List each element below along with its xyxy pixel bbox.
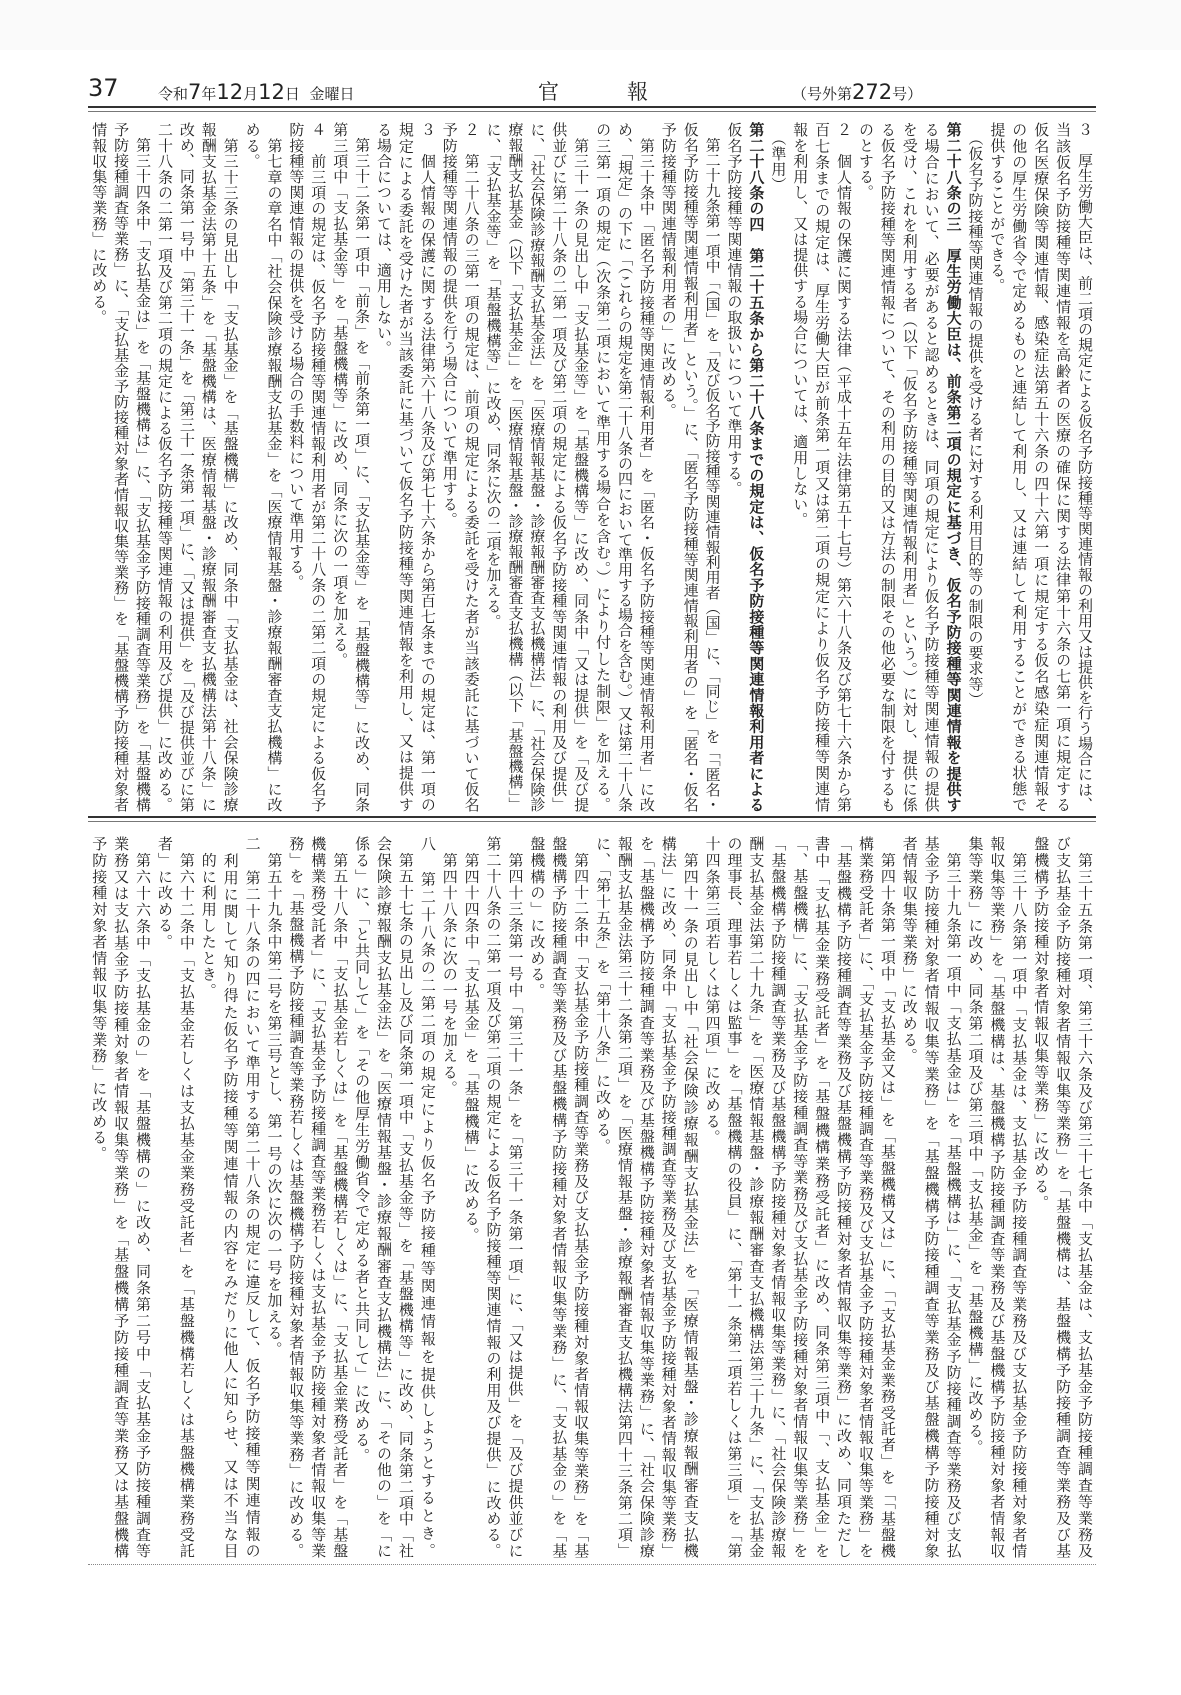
text-column: 第三項中「支払基金等」を「基盤機構等」に改め、同条に次の一項を加える。 — [331, 122, 350, 668]
text-column: の理事長、理事若しくは監事」を「基盤機構の役員」に、「第十一条第二項若しくは第三項」を「第 — [725, 836, 744, 1558]
text-column: ４ 前三項の規定は、仮名予防接種等関連情報利用者が第二十八条の二第二項の規定による仮名予 — [309, 122, 328, 812]
text-column: 療報酬支払基金（以下「支払基金」」を「医療情報基盤・診療報酬審査支払機構（以下「基盤機構」」 — [506, 122, 525, 812]
bottom-text-block — [87, 836, 1095, 1558]
text-column: 報酬支払基金法第十五条」を「基盤機構は、医療情報基盤・診療報酬審査支払機構法第十八条」に — [199, 122, 218, 812]
text-column: 盤機構予防接種調査等業務及び基盤機構予防接種対象者情報収集等業務」に、「支払基金の」を「基 — [550, 836, 569, 1558]
text-column: ３ 厚生労働大臣は、前二項の規定による仮名予防接種等関連情報の利用又は提供を行う場合には、 — [1076, 122, 1094, 812]
text-column: 「基盤機構予防接種調査等業務及び基盤機構予防接種対象者情報収集等業務」に改め、同項ただし — [835, 836, 854, 1558]
text-column: 報酬支払基金法第三十二条第二項」を「医療情報基盤・診療報酬審査支払機構法第四十三条第二項」 — [615, 836, 634, 1558]
month-suffix: 月 — [243, 85, 259, 103]
text-column: 第六十六条中「支払基金の」を「基盤機構の」に改め、同条第二号中「支払基金予防接種調査等 — [134, 836, 153, 1558]
text-column: ２ 第二十八条の三第一項の規定は、前項の規定による委託を受けた者が当該委託に基づいて仮名 — [462, 122, 481, 812]
text-column: 予防接種対象者情報収集等業務」に改める。 — [90, 836, 109, 1162]
text-column: 係る」に、「と共同して」を「その他厚生労働省令で定める者と共同して」に改める。 — [353, 836, 372, 1465]
text-column: 仮名予防接種等関連情報の取扱いについて準用する。 — [725, 122, 744, 497]
year: 7 — [188, 80, 202, 104]
text-column: 者情報収集等業務」に改める。 — [900, 836, 919, 1065]
month: 12 — [216, 80, 244, 104]
top-text-block — [87, 122, 1095, 812]
text-column: び支払基金予防接種対象者情報収集等業務」を「基盤機構は、基盤機構予防接種調査等業務及び基 — [1054, 836, 1073, 1558]
text-column: 二十八条の二第一項及び第二項の規定による仮名予防接種等関連情報の利用及び提供」に改める。 — [155, 122, 174, 812]
text-column: ２ 個人情報の保護に関する法律（平成十五年法律第五十七号）第六十八条及び第七十六条から第 — [835, 122, 854, 812]
text-column: 第四十三条第一号中「第三十一条」を「第三十一条第一項」に、「又は提供」を「及び提供並びに — [506, 836, 525, 1558]
text-column: 第三十三条の見出し中「支払基金」を「基盤機構」に改め、同条中「支払基金は、社会保険診療 — [221, 122, 240, 812]
text-column: 仮名予防接種等関連情報利用者」という。」に、「匿名予防接種等関連情報利用者の」を「匿名・仮名 — [681, 122, 700, 812]
text-column: 会保険診療報酬支払基金法」を「医療情報基盤・診療報酬審査支払機構法」に、「その他の」を「に — [375, 836, 393, 1558]
text-column: 集等業務」に改め、同条第二項及び第三項中「支払基金」を「基盤機構」に改める。 — [966, 836, 985, 1456]
text-column: 第二十八条の三 厚生労働大臣は、前条第二項の規定に基づき、仮名予防接種等関連情報を提供す — [944, 122, 963, 812]
text-column: 改め、同条第一号中「第三十一条」を「第三十一条第一項」に、「又は提供」を「及び提供並びに第 — [177, 122, 196, 812]
text-column: 第七章の章名中「社会保険診療報酬支払基金」を「医療情報基盤・診療報酬審査支払機構」に改 — [265, 122, 284, 812]
text-column: 第三十四条中「支払基金は」を「基盤機構は」に、「支払基金予防接種調査等業務」を「基盤機構 — [134, 122, 153, 812]
issue-prefix: （号外第 — [792, 85, 853, 103]
text-column: ３ 個人情報の保護に関する法律第六十八条及び第七十六条から第百七条までの規定は、第一項の — [418, 122, 437, 812]
text-column: 第三十条中「匿名予防接種等関連情報利用者」を「匿名・仮名予防接種等関連情報利用者」に改 — [637, 122, 656, 812]
text-column: る仮名予防接種等関連情報について、その利用の目的又は方法の制限その他必要な制限を付するも — [878, 122, 897, 812]
issue-number — [792, 80, 922, 104]
text-column: 第六十二条中「支払基金若しくは支払基金業務受託者」を「基盤機構若しくは基盤機構業務受託 — [177, 836, 196, 1558]
text-column: （仮名予防接種等関連情報の提供を受ける者に対する利用目的等の制限の要求等） — [966, 122, 985, 708]
text-column: （準用） — [769, 122, 788, 193]
text-column: 二 第二十八条の四において準用する第二十八条の規定に違反して、仮名予防接種等関連情報の — [243, 836, 262, 1558]
text-column: 提供することができる。 — [988, 122, 1007, 294]
issue-date — [158, 80, 354, 104]
text-column: る場合については、適用しない。 — [375, 122, 393, 356]
text-column: め、「規定」の下に「（これらの規定を第二十八条の四において準用する場合を含む。）又は第二十八条 — [615, 122, 634, 812]
text-column: 第二十八条の四 第二十五条から第二十八条までの規定は、仮名予防接種等関連情報利用者による — [747, 122, 766, 812]
text-column: 報を利用し、又は提供する場合については、適用しない。 — [791, 122, 810, 528]
text-column: に、「支払基金等」を「基盤機構等」に改め、同条に次の二項を加える。 — [484, 122, 503, 630]
text-column: 防接種等関連情報の提供を受ける場合の手数料について準用する。 — [287, 122, 306, 590]
text-column: の三第一項の規定（次条第二項において準用する場合を含む。）により付した制限」を加える。 — [594, 122, 613, 812]
text-column: 第五十七条の見出し及び同条第一項中「支払基金等」を「基盤機構等」に改め、同条第二項中「社 — [396, 836, 415, 1558]
text-column: 「基盤機構予防接種調査等業務及び基盤機構予防接種対象者情報収集等業務」に、「社会保険診療報 — [769, 836, 788, 1558]
text-column: 供並びに第二十八条の二第一項及び第二項の規定による仮名予防接種等関連情報の利用及び提供」 — [550, 122, 569, 812]
text-column: 務」を「基盤機構予防接種調査等業務若しくは基盤機構予防接種対象者情報収集等業務」に改める。 — [287, 836, 306, 1558]
text-column: 構法」に改め、同条中「支払基金予防接種調査等業務及び支払基金予防接種対象者情報収集等業務」 — [659, 836, 678, 1558]
text-column: 業務又は支払基金予防接種対象者情報収集等業務」を「基盤機構予防接種調査等業務又は基盤機構 — [112, 836, 131, 1558]
text-column: 第四十条第一項中「支払基金又は」を「基盤機構又は」に、「「支払基金業務受託者」を「「基盤機 — [878, 836, 897, 1558]
text-column: を受け、これを利用する者（以下「仮名予防接種等関連情報利用者」という。）に対し、提供に係 — [900, 122, 919, 812]
text-column: の他の厚生労働省令で定めるものと連結して利用し、又は連結して利用することができる状態で — [1010, 122, 1029, 812]
day: 12 — [258, 80, 285, 104]
page-number: 37 — [88, 74, 119, 102]
text-column: 第四十四条中「支払基金」を「基盤機構」に改める。 — [462, 836, 481, 1244]
issue-number-value: 272 — [852, 80, 893, 104]
text-column: 十四条第三項若しくは第四項」に改める。 — [703, 836, 722, 1146]
text-column: 第四十一条の見出し中「社会保険診療報酬支払基金法」を「医療情報基盤・診療報酬審査支払機 — [681, 836, 700, 1558]
text-column: 報収集等業務」を「基盤機構は、基盤機構予防接種調査等業務及び基盤機構予防接種対象者情報収 — [988, 836, 1007, 1558]
text-column: 酬支払基金法第二十九条」を「医療情報基盤・診療報酬審査支払機構法第三十九条」に、「支払基金 — [747, 836, 766, 1558]
section-divider — [88, 816, 1096, 822]
text-column: 第五十八条中「支払基金若しくは」を「基盤機構若しくは」に、「支払基金業務受託者」を「基盤 — [331, 836, 350, 1559]
text-column: 第二十八条の二第一項及び第二項の規定による仮名予防接種等関連情報の利用及び提供」に改める。 — [484, 836, 503, 1558]
text-column: 利用に関して知り得た仮名予防接種等関連情報の内容をみだりに他人に知らせ、又は不当な目 — [221, 836, 240, 1558]
text-column: 当該仮名予防接種等関連情報を高齢者の医療の確保に関する法律第十六条の七第一項に規定する — [1054, 122, 1073, 812]
text-column: 第二十九条第一項中「（国」を「及び仮名予防接種等関連情報利用者（国」に、「同じ」を「「匿名・ — [703, 122, 722, 812]
text-column: に、「第十五条」を「第十八条」に改める。 — [594, 836, 613, 1155]
footer-rule — [88, 1564, 1096, 1565]
header-rule — [88, 106, 1096, 112]
text-column: 第三十九条第一項中「支払基金は」を「基盤機構は」に、「支払基金予防接種調査等業務及び支払 — [944, 836, 963, 1559]
text-column: 規定による委託を受けた者が当該委託に基づいて仮名予防接種等関連情報を利用し、又は提供す — [396, 122, 415, 812]
text-column: 百七条までの規定は、厚生労働大臣が前条第一項又は第二項の規定により仮名予防接種等関連情 — [813, 122, 832, 812]
text-column: 予防接種調査等業務」に、「支払基金予防接種対象者情報収集等業務」を「基盤機構予防接種対象者 — [112, 122, 131, 812]
text-column: 盤機構の」に改める。 — [528, 836, 547, 999]
text-column: 第三十一条の見出し中「支払基金等」を「基盤機構等」に改め、同条中「又は提供」を「及び提 — [572, 122, 591, 813]
text-column: める。 — [243, 122, 262, 169]
text-column: 者」に改める。 — [155, 836, 174, 951]
era: 令和 — [158, 85, 189, 103]
text-column: を「基盤機構予防接種調査等業務及び基盤機構予防接種対象者情報収集等業務」に、「社会保険診療 — [637, 836, 656, 1558]
text-column: 「、基盤機構」に、「支払基金予防接種調査等業務及び支払基金予防接種対象者情報収集等業務」を — [791, 836, 810, 1558]
text-column: 第三十八条第一項中「支払基金は、支払基金予防接種調査等業務及び支払基金予防接種対象者情 — [1010, 836, 1029, 1558]
text-column: 的に利用したとき。 — [199, 836, 218, 999]
text-column: 第五十九条中第二号を第三号とし、第一号の次に次の一号を加える。 — [265, 836, 284, 1358]
text-column: に、「社会保険診療報酬支払基金法」を「医療情報基盤・診療報酬審査支払機構法」に、「社会保険診 — [528, 122, 547, 813]
text-column: 情報収集等業務」に改める。 — [90, 122, 109, 325]
issue-suffix: 号） — [892, 85, 923, 103]
text-column: 第三十二条第一項中「前条」を「前条第一項」に、「支払基金等」を「基盤機構等」に改め、同条 — [353, 122, 372, 812]
year-suffix: 年 — [201, 85, 217, 103]
text-column: 予防接種等関連情報利用者の」に改める。 — [659, 122, 678, 419]
weekday: 金曜日 — [309, 85, 355, 103]
publication-title: 官報 — [538, 80, 716, 104]
text-column: 八 第二十八条の二第二項の規定により仮名予防接種等関連情報を提供しようとするとき。 — [418, 836, 437, 1558]
text-column: 書中「支払基金業務受託者」を「基盤機構業務受託者」に改め、同条第三項中「、支払基金」を — [813, 836, 832, 1558]
text-column: 機構業務受託者」に、「支払基金予防接種調査等業務若しくは支払基金予防接種対象者情報収集等業 — [309, 836, 328, 1558]
text-column: 仮名医療保険等関連情報、感染症法第五十六条の四十六第一項に規定する仮名感染症関連情報そ — [1032, 122, 1051, 812]
text-column: 基金予防接種対象者情報収集等業務」を「基盤機構予防接種調査等業務及び基盤機構予防接種対象 — [922, 836, 941, 1558]
text-column: 盤機構予防接種対象者情報収集等業務」に改める。 — [1032, 836, 1051, 1211]
text-column: 構業務受託者」に、「支払基金予防接種調査等業務及び支払基金予防接種対象者情報収集等業務」を — [856, 836, 875, 1558]
text-column: のとする。 — [856, 122, 875, 200]
text-column: る場合において、必要があると認めるときは、同項の規定により仮名予防接種等関連情報の提供 — [922, 122, 941, 812]
text-column: 第四十二条中「支払基金予防接種調査等業務及び支払基金予防接種対象者情報収集等業務」を「基 — [572, 836, 591, 1558]
day-suffix: 日 — [284, 85, 300, 103]
text-column: 予防接種等関連情報の提供を行う場合について準用する。 — [440, 122, 459, 528]
text-column: 第四十八条に次の一号を加える。 — [440, 836, 459, 1097]
text-column: 第三十五条第一項、第三十六条及び第三十七条中「支払基金は、支払基金予防接種調査等業務及 — [1076, 836, 1094, 1558]
